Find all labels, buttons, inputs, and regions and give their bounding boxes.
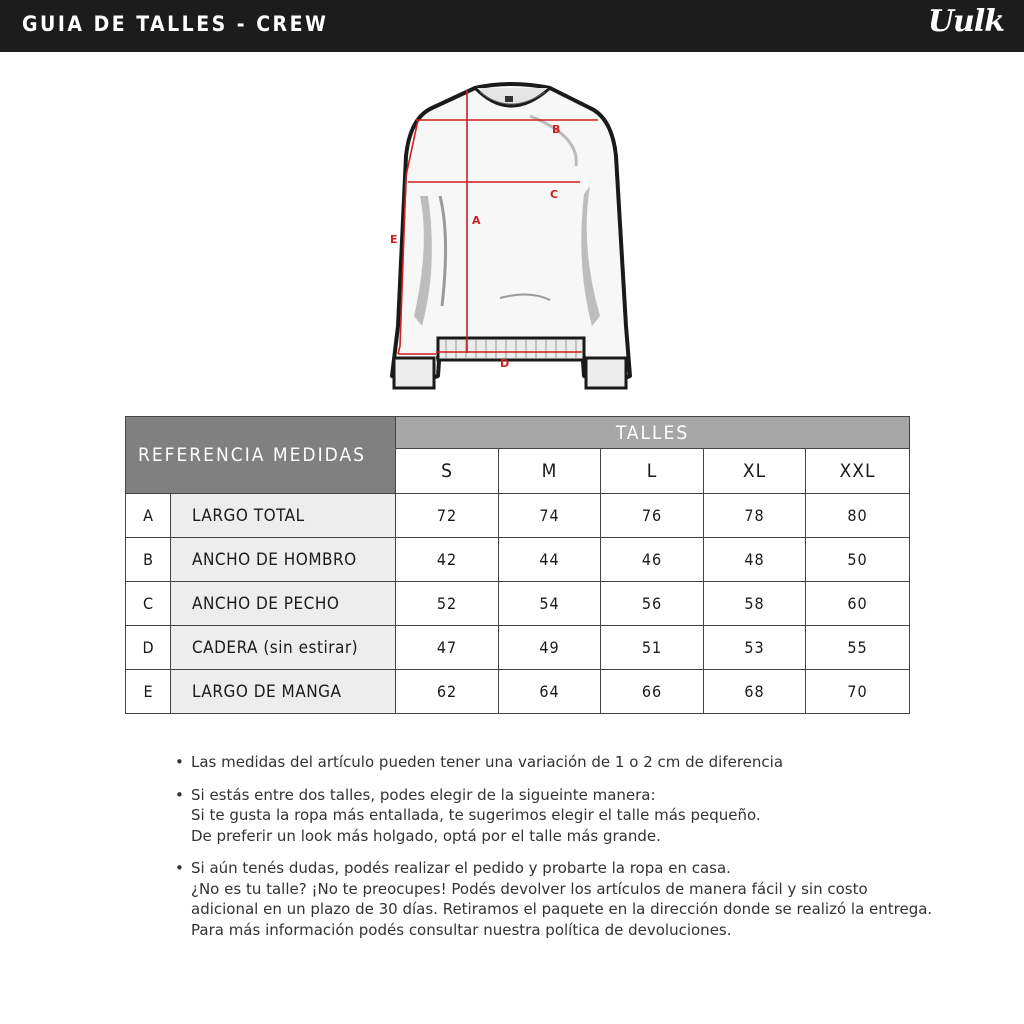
table-row xyxy=(126,626,910,670)
size-l: L xyxy=(601,449,704,494)
cell-value: 76 xyxy=(601,494,704,538)
cell-value: 80 xyxy=(806,494,910,538)
cell-value: 58 xyxy=(704,582,806,626)
cell-value: 49 xyxy=(499,626,601,670)
sizes-header: TALLES xyxy=(396,417,910,449)
row-label: LARGO TOTAL xyxy=(171,494,396,538)
cell-value: 62 xyxy=(396,670,499,714)
size-m: M xyxy=(499,449,601,494)
notes-list xyxy=(175,752,975,952)
row-label: ANCHO DE PECHO xyxy=(171,582,396,626)
row-label: LARGO DE MANGA xyxy=(171,670,396,714)
note-line: ¿No es tu talle? ¡No te preocupes! Podés devolver los artículos de manera fácil y sin costo xyxy=(191,879,868,898)
cell-value: 54 xyxy=(499,582,601,626)
bullet-icon: • xyxy=(175,859,184,877)
label-d: D xyxy=(500,357,510,370)
cell-value: 55 xyxy=(806,626,910,670)
cell-value: 56 xyxy=(601,582,704,626)
size-xl: XL xyxy=(704,449,806,494)
label-e: E xyxy=(390,233,398,246)
cell-value: 52 xyxy=(396,582,499,626)
page-title: GUIA DE TALLES - CREW xyxy=(22,12,329,36)
cell-value: 64 xyxy=(499,670,601,714)
cell-value: 42 xyxy=(396,538,499,582)
label-b: B xyxy=(552,123,561,136)
header-bar xyxy=(0,0,1024,52)
row-label: ANCHO DE HOMBRO xyxy=(171,538,396,582)
cell-value: 48 xyxy=(704,538,806,582)
table-row xyxy=(126,670,910,714)
note-line: De preferir un look más holgado, optá por el talle más grande. xyxy=(191,826,661,845)
list-item xyxy=(175,752,975,773)
size-table xyxy=(125,416,910,714)
cell-value: 78 xyxy=(704,494,806,538)
cell-value: 66 xyxy=(601,670,704,714)
cell-value: 60 xyxy=(806,582,910,626)
row-label: CADERA (sin estirar) xyxy=(171,626,396,670)
table-row xyxy=(126,538,910,582)
size-s: S xyxy=(396,449,499,494)
row-letter: C xyxy=(126,582,171,626)
note-line: Si estás entre dos talles, podes elegir de la sigueinte manera: xyxy=(191,785,656,804)
list-item xyxy=(175,858,975,940)
cell-value: 74 xyxy=(499,494,601,538)
note-line: Para más información podés consultar nuestra política de devoluciones. xyxy=(191,920,732,939)
note-line: Las medidas del artículo pueden tener una variación de 1 o 2 cm de diferencia xyxy=(191,753,784,771)
label-a: A xyxy=(472,214,481,227)
cell-value: 72 xyxy=(396,494,499,538)
cell-value: 46 xyxy=(601,538,704,582)
brand-logo: Uulk xyxy=(927,4,1004,39)
note-line: Si aún tenés dudas, podés realizar el pedido y probarte la ropa en casa. xyxy=(191,859,731,877)
row-letter: B xyxy=(126,538,171,582)
table-row xyxy=(126,582,910,626)
row-letter: E xyxy=(126,670,171,714)
cell-value: 50 xyxy=(806,538,910,582)
list-item xyxy=(175,785,975,847)
label-c: C xyxy=(550,188,559,201)
reference-header: REFERENCIA MEDIDAS xyxy=(126,417,396,494)
note-line: adicional en un plazo de 30 días. Retiramos el paquete en la dirección donde se realizó la entrega. xyxy=(191,900,933,918)
cell-value: 53 xyxy=(704,626,806,670)
cell-value: 68 xyxy=(704,670,806,714)
cell-value: 47 xyxy=(396,626,499,670)
row-letter: A xyxy=(126,494,171,538)
row-letter: D xyxy=(126,626,171,670)
table-row xyxy=(126,494,910,538)
cell-value: 44 xyxy=(499,538,601,582)
size-xxl: XXL xyxy=(806,449,910,494)
cell-value: 51 xyxy=(601,626,704,670)
sweater-measurement-diagram xyxy=(380,76,640,400)
bullet-icon: • xyxy=(175,753,184,771)
bullet-icon: • xyxy=(175,785,184,804)
cell-value: 70 xyxy=(806,670,910,714)
note-line: Si te gusta la ropa más entallada, te sugerimos elegir el talle más pequeño. xyxy=(191,806,761,824)
